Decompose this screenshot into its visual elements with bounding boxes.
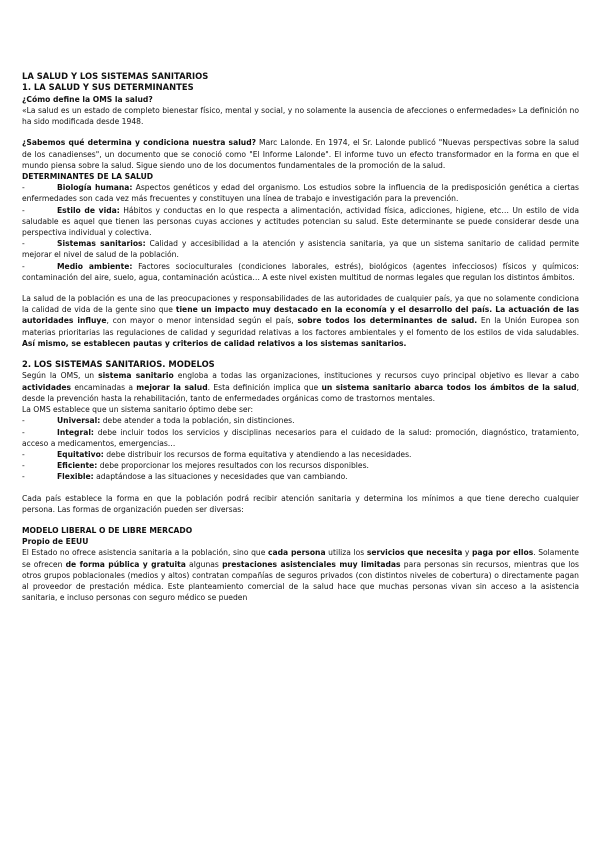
bold-run: paga por ellos	[471, 548, 534, 558]
text-run: La salud de la población es una de las preocupaciones y responsabilidades de las autoridades de cualquier país, ya que no solamente condiciona la calidad de vida de la gente sino que	[22, 294, 579, 315]
text-run: , con mayor o menor intensidad según el país,	[106, 316, 298, 326]
text-run: Según la OMS, un	[22, 371, 99, 381]
text-run: para personas sin recursos, mientras que los otros grupos poblacionales (medios y altos) contratan compañías de seguros privados (con distintos niveles de cobertura) o directamente pagan al proveedor de prestación médica. Este planteamiento comercial de la salud hace que muchas personas vivan sin acceso a la asistencia sanitaria, e incluso personas con seguro médico se pueden	[22, 559, 580, 603]
text-run: En la Unión Europea son materias prioritarias las regulaciones de calidad y seguridad relativas a los factores ambientales y el fomento de los estilos de vida saludables.	[22, 316, 580, 337]
text-run: , desde la prevención hasta la rehabilitación, tanto de enfermedades orgánicas como de trastornos mentales.	[22, 382, 579, 403]
determinant-label: Sistemas sanitarios:	[57, 239, 146, 249]
bold-run: actividades	[22, 382, 72, 392]
optimal-text: adaptándose a las situaciones y necesidades que van cambiando.	[93, 472, 348, 482]
determinant-text: Calidad y accesibilidad a la atención y asistencia sanitaria, ya que un sistema sanitario de calidad permite mejorar el nivel de salud de la población.	[22, 239, 579, 260]
bullet-mark: -	[22, 205, 25, 215]
document-title: LA SALUD Y LOS SISTEMAS SANITARIOS	[22, 71, 209, 81]
bullet-mark: -	[22, 449, 25, 459]
text-run: encaminadas a	[71, 382, 137, 392]
determinant-environment	[22, 261, 579, 283]
lalonde-question: ¿Sabemos qué determina y condiciona nuestra salud?	[22, 138, 257, 148]
optimal-equitable	[22, 449, 579, 460]
bullet-mark: -	[22, 183, 25, 193]
determinant-label: Medio ambiente:	[57, 261, 133, 271]
liberal-model-heading: MODELO LIBERAL O DE LIBRE MERCADO	[22, 525, 193, 535]
optimal-label: Equitativo:	[57, 449, 104, 459]
paragraph-oms-definition: «La salud es un estado de completo bienestar físico, mental y social, y no solamente la ausencia de afecciones o enfermedades» La definición no ha sido modificada desde 1948.	[22, 106, 579, 127]
optimal-text: debe incluir todos los servicios y disciplinas necesarios para el cuidado de la salud: promoción, diagnóstico, tratamiento, acceso a medicamentos, emergencias…	[22, 427, 579, 448]
determinant-text: Aspectos genéticos y edad del organismo. Los estudios sobre la influencia de la predisposición genética a ciertas enfermedades son cada vez más frecuentes y constituyen una línea de trabajo e investigación para la prevención.	[22, 183, 579, 204]
determinant-label: Estilo de vida:	[57, 205, 120, 215]
bold-run: cada persona	[267, 548, 326, 558]
text-run: . Solamente se ofrecen	[22, 548, 579, 569]
section-2-title: 2. LOS SISTEMAS SANITARIOS. MODELOS	[22, 359, 215, 370]
bold-run: un sistema sanitario abarca todos los ámbitos de la salud	[321, 382, 577, 392]
determinant-lifestyle	[22, 205, 579, 239]
bullet-mark: -	[22, 261, 25, 271]
document-page	[22, 71, 579, 603]
bullet-mark: -	[22, 416, 25, 426]
bullet-mark: -	[22, 461, 25, 471]
optimal-efficient	[22, 460, 579, 471]
text-run: utiliza los	[325, 548, 367, 558]
determinant-text: Factores socioculturales (condiciones laborales, estrés), biológicos (agentes infecciosos) físicos y químicos: contaminación del aire, suelo, agua, contaminación acústica… A este nivel existen multitud de normas legales que regulan los distintos ámbitos.	[22, 261, 579, 282]
question-oms-definition: ¿Cómo define la OMS la salud?	[22, 94, 153, 104]
determinants-heading: DETERMINANTES DE LA SALUD	[22, 172, 154, 182]
paragraph-system-definition	[22, 370, 579, 404]
bold-run: servicios que necesita	[366, 548, 463, 558]
text-run: y	[462, 548, 472, 558]
paragraph-lalonde	[22, 137, 579, 171]
bullet-mark: -	[22, 472, 25, 482]
bold-run: mejorar la salud	[136, 382, 208, 392]
bold-run: Así mismo, se establecen pautas y criterios de calidad relativos a los sistemas sanitarios.	[22, 338, 407, 348]
text-run: El Estado no ofrece asistencia sanitaria a la población, sino que	[22, 548, 268, 558]
determinant-health-systems	[22, 238, 579, 260]
liberal-model-subheading: Propio de EEUU	[22, 537, 89, 547]
text-run: algunas	[185, 559, 223, 569]
determinant-biology	[22, 182, 579, 204]
bullet-mark: -	[22, 239, 25, 249]
bold-run: sistema sanitario	[98, 371, 174, 381]
section-1-title: 1. LA SALUD Y SUS DETERMINANTES	[22, 82, 194, 93]
optimal-label: Eficiente:	[57, 461, 98, 471]
bold-run: de forma pública y gratuita	[65, 559, 186, 569]
paragraph-organization-forms: Cada país establece la forma en que la población podrá recibir atención sanitaria y determina los mínimos a que tiene derecho cualquier persona. Las formas de organización pueden ser diversas:	[22, 493, 579, 514]
bold-run: prestaciones asistenciales muy limitadas	[222, 559, 401, 569]
paragraph-liberal-model	[22, 547, 579, 603]
text-run: engloba a todas las organizaciones, instituciones y recursos cuyo principal objetivo es llevar a cabo	[173, 371, 579, 381]
optimal-text: debe distribuir los recursos de forma equitativa y atendiendo a las necesidades.	[103, 449, 412, 459]
optimal-integral	[22, 427, 579, 449]
bold-run: tiene un impacto muy destacado en la economía y el desarrollo del país. La actuación de las autoridades influye	[22, 305, 579, 326]
optimal-text: debe proporcionar los mejores resultados con los recursos disponibles.	[97, 461, 369, 471]
optimal-text: debe atender a toda la población, sin distinciones.	[100, 416, 295, 426]
optimal-universal	[22, 415, 579, 426]
paragraph-population-health	[22, 293, 579, 349]
text-run: . Esta definición implica que	[207, 382, 322, 392]
bold-run: sobre todos los determinantes de salud.	[297, 316, 478, 326]
optimal-flexible	[22, 471, 579, 482]
lalonde-text: Marc Lalonde. En 1974, el Sr. Lalonde publicó "Nuevas perspectivas sobre la salud de los canadienses", un documento que se conoció como "El Informe Lalonde". El informe tuvo un efecto transformador en la forma en que el mundo piensa sobre la salud. Sigue siendo uno de los documentos fundamentales de la promoción de la salud.	[22, 138, 579, 170]
optimal-label: Flexible:	[57, 472, 94, 482]
paragraph-optimal-system: La OMS establece que un sistema sanitario óptimo debe ser:	[22, 405, 254, 415]
bullet-mark: -	[22, 427, 25, 437]
optimal-label: Integral:	[57, 427, 94, 437]
determinant-label: Biología humana:	[57, 183, 133, 193]
optimal-label: Universal:	[57, 416, 101, 426]
determinant-text: Hábitos y conductas en lo que respecta a alimentación, actividad física, adicciones, higiene, etc… Un estilo de vida saludable es aquel que tienen las personas cuyas acciones y actitudes potencian su salud. Este determinante se puede considerar desde una perspectiva individual y colectiva.	[22, 205, 579, 238]
